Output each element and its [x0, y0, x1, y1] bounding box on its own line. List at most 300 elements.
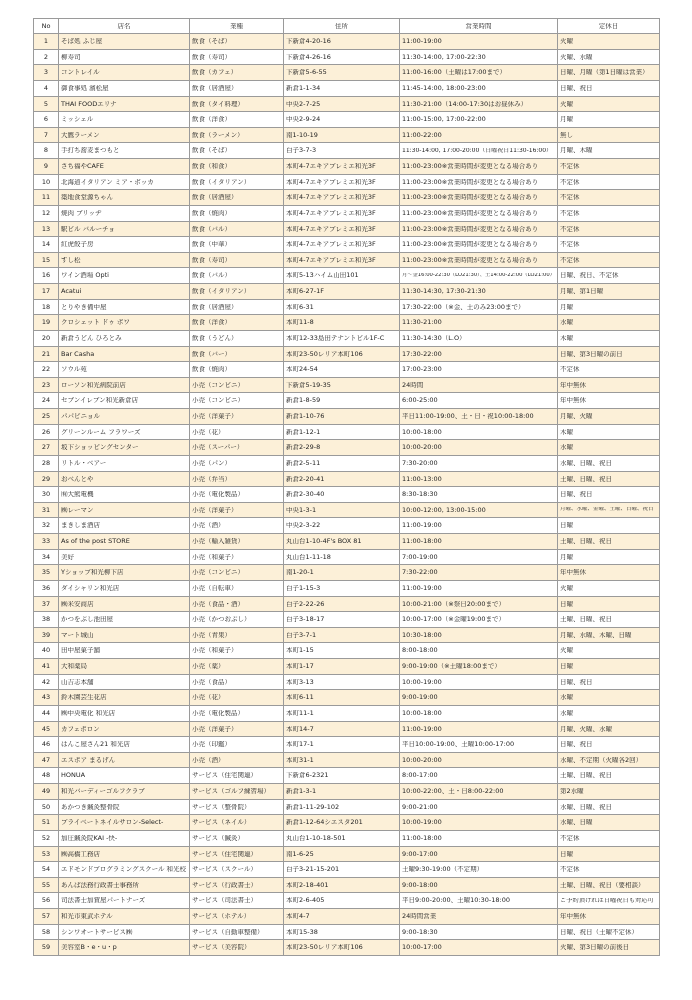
- cell-address-text: 白子3-18-17: [286, 616, 325, 623]
- cell-shop-name-text: 加圧鍼灸院KAI -快-: [61, 834, 118, 842]
- cell-hours: [400, 330, 558, 346]
- cell-shop-name: [59, 393, 190, 409]
- cell-shop-name-text: 北海道イタリアン ミア・ボッカ: [61, 178, 154, 186]
- cell-shop-name-text: リトル・ベアー: [61, 459, 107, 467]
- cell-hours-text: 平日11:00-19:00、土・日・祝10:00-18:00: [402, 413, 534, 420]
- cell-category-text: サービス（ゴルフ練習場）: [192, 788, 270, 795]
- cell-closed-days: [558, 580, 660, 596]
- cell-closed-days-text: 水曜、日曜、祝日: [560, 803, 612, 811]
- cell-closed-days: [558, 862, 660, 878]
- cell-hours-text: 9:00-17:00: [402, 850, 438, 858]
- table-row: [34, 159, 660, 175]
- cell-category-text: サービス（美容院）: [192, 944, 251, 951]
- cell-closed-days-text: 月曜: [560, 303, 573, 311]
- cell-category: [190, 580, 284, 596]
- cell-closed-days: [558, 49, 660, 65]
- cell-address: [284, 924, 400, 940]
- cell-hours-text: 9:00-19:00: [402, 694, 438, 701]
- cell-closed-days-text: 火曜: [560, 38, 573, 45]
- header-row: [34, 19, 660, 34]
- cell-category-text: 飲食（寿司）: [192, 53, 231, 61]
- cell-hours-text: 平日9:00-20:00、土曜10:30-18:00: [402, 897, 510, 904]
- table-row: [34, 784, 660, 800]
- cell-address: [284, 440, 400, 456]
- cell-hours-text: 10:00-20:00: [402, 444, 442, 451]
- cell-closed-days-text: 年中無休: [560, 913, 586, 920]
- cell-no-text: 7: [43, 131, 49, 139]
- table-row: [34, 190, 660, 206]
- cell-shop-name: [59, 377, 190, 393]
- cell-hours-text: 8:30-18:30: [402, 491, 438, 498]
- cell-closed-days-text: 月曜: [560, 553, 573, 561]
- cell-address-text: 本町12-33島田テナントビル1F-C: [286, 334, 385, 342]
- cell-no-text: 19: [41, 319, 51, 326]
- cell-no: [34, 80, 59, 96]
- cell-no: [34, 799, 59, 815]
- cell-address: [284, 284, 400, 300]
- header-category-label: 業種: [230, 22, 243, 30]
- cell-shop-name: [59, 96, 190, 112]
- cell-category: [190, 518, 284, 534]
- cell-category: [190, 612, 284, 628]
- cell-address-text: 下新倉5-6-55: [286, 69, 327, 76]
- table-row: [34, 96, 660, 112]
- cell-closed-days: [558, 346, 660, 362]
- cell-category-text: 飲食（居酒屋）: [192, 194, 238, 201]
- cell-closed-days: [558, 127, 660, 143]
- cell-hours: [400, 143, 558, 159]
- table-row: [34, 440, 660, 456]
- cell-hours-text: 17:30-22:00: [402, 350, 442, 358]
- cell-category: [190, 205, 284, 221]
- cell-hours: [400, 549, 558, 565]
- cell-closed-days: [558, 96, 660, 112]
- table-row: [34, 393, 660, 409]
- cell-category-text: 小売（コンビニ）: [192, 569, 244, 576]
- cell-hours-text: 7:30-20:00: [402, 459, 438, 467]
- cell-address-text: 本町4-7エキアプレミエ和光3F: [286, 194, 376, 201]
- cell-address-text: 白子2-22-26: [286, 600, 325, 608]
- cell-address-text: 本町3-13: [286, 678, 314, 686]
- cell-closed-days-text: 月曜、火曜、水曜: [560, 725, 612, 733]
- table-row: [34, 846, 660, 862]
- cell-address: [284, 893, 400, 909]
- cell-hours: [400, 534, 558, 550]
- table-row: [34, 143, 660, 159]
- cell-address: [284, 159, 400, 175]
- cell-closed-days: [558, 643, 660, 659]
- cell-no-text: 15: [41, 256, 51, 264]
- cell-category-text: サービス（整骨院）: [192, 803, 251, 811]
- cell-address-text: 本町4-7: [286, 913, 310, 920]
- cell-shop-name-text: ローソン和光病院前店: [61, 381, 126, 389]
- cell-shop-name-text: 駅ビル バルーチョ: [61, 225, 115, 233]
- cell-category: [190, 362, 284, 378]
- cell-closed-days: [558, 877, 660, 893]
- cell-shop-name: [59, 455, 190, 471]
- cell-address-text: 丸山台1-10-18-501: [286, 834, 346, 842]
- cell-category: [190, 440, 284, 456]
- cell-address: [284, 34, 400, 50]
- cell-category-text: 小売（酒）: [192, 522, 225, 529]
- cell-hours-text: 11:30-14:00, 17:00-20:00（日曜祝日11:30-16:00）: [402, 147, 553, 154]
- cell-no: [34, 909, 59, 925]
- cell-category: [190, 659, 284, 675]
- cell-category: [190, 143, 284, 159]
- cell-category-text: 飲食（バル）: [192, 225, 231, 233]
- cell-closed-days-text: 土曜、日曜、祝日: [560, 475, 612, 483]
- cell-closed-days: [558, 190, 660, 206]
- cell-hours: [400, 752, 558, 768]
- cell-address: [284, 65, 400, 81]
- cell-hours: [400, 705, 558, 721]
- cell-shop-name: [59, 877, 190, 893]
- cell-address: [284, 549, 400, 565]
- cell-no: [34, 674, 59, 690]
- cell-address-text: 新倉1-10-76: [286, 413, 325, 420]
- cell-address-text: 丸山台1-11-18: [286, 553, 331, 561]
- cell-no-text: 5: [43, 100, 49, 108]
- cell-no: [34, 455, 59, 471]
- cell-hours: [400, 362, 558, 378]
- cell-shop-name-text: カフェポロン: [61, 725, 100, 733]
- cell-category: [190, 940, 284, 956]
- cell-category-text: 小売（コンビニ）: [192, 397, 244, 404]
- cell-closed-days-text: 水曜、不定期（火曜各2回）: [560, 756, 643, 764]
- cell-shop-name-text: コントレイル: [61, 69, 100, 76]
- cell-no: [34, 315, 59, 331]
- cell-category-text: サービス（ネイル）: [192, 819, 251, 826]
- cell-category: [190, 330, 284, 346]
- cell-category-text: 飲食（タイ料理）: [192, 100, 244, 108]
- cell-closed-days-text: 月曜、水曜、木曜、日曜: [560, 631, 632, 639]
- cell-address: [284, 909, 400, 925]
- cell-address-text: 丸山台1-10-4F's BOX 81: [286, 538, 362, 545]
- cell-category: [190, 924, 284, 940]
- cell-no-text: 9: [43, 163, 49, 170]
- cell-shop-name-text: 手打ち蕎麦まつもと: [61, 147, 120, 154]
- cell-closed-days: [558, 799, 660, 815]
- cell-no: [34, 659, 59, 675]
- cell-category: [190, 127, 284, 143]
- cell-shop-name-text: まきしま酒店: [61, 522, 100, 529]
- cell-shop-name-text: あんぱ法務行政書士事務所: [61, 881, 139, 889]
- cell-closed-days-text: 日曜、祝日: [560, 741, 593, 748]
- cell-category: [190, 565, 284, 581]
- header-address-label: 住所: [335, 22, 348, 30]
- cell-shop-name-text: シンワオートサービス㈱: [61, 928, 133, 936]
- cell-no-text: 35: [41, 569, 51, 576]
- cell-no: [34, 159, 59, 175]
- cell-no-text: 10: [41, 178, 51, 186]
- cell-hours: [400, 518, 558, 534]
- cell-hours: [400, 221, 558, 237]
- cell-hours-text: 11:00-23:00※営業時間が変更となる場合あり: [402, 163, 539, 170]
- cell-category: [190, 252, 284, 268]
- table-row: [34, 174, 660, 190]
- cell-no: [34, 487, 59, 503]
- table-row: [34, 299, 660, 315]
- cell-closed-days: [558, 674, 660, 690]
- cell-address-text: 下新倉5-19-35: [286, 381, 331, 389]
- cell-category-text: 小売（花）: [192, 694, 225, 701]
- cell-closed-days-text: 火曜: [560, 647, 573, 654]
- cell-category-text: 小売（スーパー）: [192, 444, 244, 451]
- cell-shop-name: [59, 659, 190, 675]
- cell-closed-days: [558, 784, 660, 800]
- cell-hours: [400, 237, 558, 253]
- cell-address: [284, 612, 400, 628]
- cell-hours: [400, 721, 558, 737]
- cell-closed-days-text: 火曜、水曜: [560, 53, 593, 61]
- cell-no-text: 18: [41, 303, 51, 311]
- cell-address-text: 本町1-15: [286, 647, 314, 654]
- cell-hours-text: 10:00-19:00: [402, 819, 442, 826]
- cell-hours: [400, 127, 558, 143]
- cell-shop-name-text: 和光市東武ホテル: [61, 913, 113, 920]
- cell-hours: [400, 252, 558, 268]
- header-closed-label: 定休日: [598, 22, 619, 30]
- cell-address-text: 本町4-7エキアプレミエ和光3F: [286, 256, 376, 264]
- cell-closed-days: [558, 440, 660, 456]
- cell-no-text: 29: [41, 475, 51, 483]
- table-row: [34, 315, 660, 331]
- cell-closed-days-text: 不定休: [560, 256, 580, 264]
- cell-closed-days-text: 日曜: [560, 600, 573, 608]
- cell-shop-name: [59, 924, 190, 940]
- cell-shop-name-text: Bar Casha: [61, 350, 95, 358]
- cell-address-text: 本町1-17: [286, 663, 314, 670]
- cell-no-text: 16: [41, 272, 51, 279]
- cell-hours: [400, 799, 558, 815]
- cell-shop-name-text: クロシェット ドゥ ボワ: [61, 319, 130, 326]
- cell-hours: [400, 815, 558, 831]
- shop-list-table: [33, 18, 660, 956]
- cell-shop-name-text: おべんとや: [61, 475, 94, 483]
- cell-address: [284, 127, 400, 143]
- cell-hours: [400, 924, 558, 940]
- cell-category-text: 飲食（中華）: [192, 241, 231, 248]
- cell-hours-text: 7:00-19:00: [402, 553, 438, 561]
- cell-no-text: 34: [41, 553, 51, 561]
- cell-address-text: 新倉1-1-34: [286, 84, 321, 92]
- cell-hours: [400, 659, 558, 675]
- cell-no-text: 39: [41, 631, 51, 639]
- cell-category-text: 飲食（そば）: [192, 38, 231, 45]
- cell-shop-name: [59, 580, 190, 596]
- cell-no-text: 52: [41, 834, 51, 842]
- cell-category-text: 小売（弁当）: [192, 475, 231, 483]
- table-row: [34, 549, 660, 565]
- cell-category: [190, 815, 284, 831]
- cell-no: [34, 877, 59, 893]
- cell-no-text: 4: [43, 84, 49, 92]
- cell-no: [34, 190, 59, 206]
- cell-closed-days: [558, 143, 660, 159]
- cell-shop-name: [59, 346, 190, 362]
- cell-category-text: 小売（洋菓子）: [192, 725, 238, 733]
- cell-shop-name: [59, 565, 190, 581]
- cell-no: [34, 393, 59, 409]
- cell-hours-text: 11:00-19:00: [402, 38, 442, 45]
- cell-no: [34, 49, 59, 65]
- table-row: [34, 49, 660, 65]
- cell-closed-days: [558, 205, 660, 221]
- cell-closed-days-text: 土曜、日曜、祝日（要相談）: [560, 881, 645, 889]
- cell-hours: [400, 80, 558, 96]
- table-row: [34, 768, 660, 784]
- cell-no-text: 55: [41, 881, 51, 889]
- cell-shop-name-text: あかつき鍼灸整骨院: [61, 803, 120, 811]
- cell-hours-text: 6:00-25:00: [402, 397, 438, 404]
- cell-shop-name: [59, 752, 190, 768]
- cell-shop-name: [59, 815, 190, 831]
- table-row: [34, 127, 660, 143]
- cell-closed-days-text: 水曜: [560, 319, 573, 326]
- cell-no: [34, 768, 59, 784]
- cell-no-text: 40: [41, 647, 51, 654]
- cell-category: [190, 893, 284, 909]
- cell-closed-days: [558, 80, 660, 96]
- table-row: [34, 518, 660, 534]
- cell-closed-days: [558, 846, 660, 862]
- cell-closed-days-text: 日曜: [560, 522, 573, 529]
- cell-category: [190, 174, 284, 190]
- cell-no: [34, 440, 59, 456]
- cell-closed-days-text: 水曜: [560, 694, 573, 701]
- cell-closed-days-text: 第2水曜: [560, 788, 584, 795]
- cell-address: [284, 659, 400, 675]
- cell-category-text: 小売（電化製品）: [192, 491, 244, 498]
- cell-category: [190, 799, 284, 815]
- cell-shop-name-text: HONUA: [61, 772, 86, 779]
- cell-category-text: 飲食（イタリアン）: [192, 288, 251, 295]
- cell-shop-name-text: ㈱レーマン: [61, 506, 94, 514]
- cell-no-text: 2: [43, 53, 49, 61]
- cell-category: [190, 721, 284, 737]
- cell-shop-name-text: Acatui: [61, 288, 82, 295]
- cell-no: [34, 205, 59, 221]
- cell-address-text: 本町31-1: [286, 756, 314, 764]
- cell-closed-days-text: 木曜: [560, 334, 573, 342]
- cell-closed-days-text: 年中無休: [560, 381, 586, 389]
- cell-shop-name-text: エスポア まるげん: [61, 756, 116, 764]
- cell-closed-days: [558, 299, 660, 315]
- cell-category: [190, 284, 284, 300]
- table-row: [34, 377, 660, 393]
- cell-closed-days-text: 日曜、祝日、不定休: [560, 272, 619, 279]
- table-row: [34, 705, 660, 721]
- cell-address-text: 白子3-21-15-201: [286, 866, 340, 873]
- cell-category: [190, 34, 284, 50]
- cell-closed-days: [558, 268, 660, 284]
- table-row: [34, 112, 660, 128]
- cell-no-text: 21: [41, 350, 51, 358]
- cell-category: [190, 752, 284, 768]
- cell-closed-days: [558, 940, 660, 956]
- cell-address-text: 本町17-1: [286, 741, 314, 748]
- table-row: [34, 237, 660, 253]
- cell-category: [190, 549, 284, 565]
- cell-hours: [400, 596, 558, 612]
- cell-closed-days-text: 日曜、祝日: [560, 491, 593, 498]
- cell-no: [34, 690, 59, 706]
- cell-no-text: 33: [41, 538, 51, 545]
- cell-address-text: 新倉2-30-40: [286, 491, 325, 498]
- cell-shop-name: [59, 127, 190, 143]
- cell-closed-days: [558, 471, 660, 487]
- cell-no-text: 8: [43, 147, 49, 154]
- cell-closed-days-text: 不定休: [560, 225, 580, 233]
- cell-shop-name: [59, 627, 190, 643]
- cell-shop-name-text: 山吉志本舗: [61, 678, 94, 686]
- cell-address-text: 中央1-3-1: [286, 506, 317, 514]
- cell-hours-text: 8:00-17:00: [402, 772, 438, 779]
- cell-closed-days: [558, 596, 660, 612]
- cell-address-text: 本町4-7エキアプレミエ和光3F: [286, 163, 376, 170]
- cell-hours-text: 10:00-17:00（※金曜19:00まで）: [402, 616, 505, 623]
- cell-category: [190, 299, 284, 315]
- cell-no-text: 13: [41, 225, 51, 233]
- cell-hours-text: 11:00-19:00: [402, 725, 442, 733]
- cell-closed-days: [558, 612, 660, 628]
- cell-category-text: 飲食（うどん）: [192, 334, 238, 342]
- cell-address-text: 下新倉4-20-16: [286, 38, 331, 45]
- cell-closed-days-text: 不定休: [560, 209, 580, 217]
- cell-hours-text: 11:00-18:00: [402, 538, 442, 545]
- cell-shop-name: [59, 80, 190, 96]
- cell-hours: [400, 893, 558, 909]
- cell-address-text: 新倉1-12-64シエスタ201: [286, 819, 363, 826]
- cell-shop-name: [59, 862, 190, 878]
- cell-closed-days-text: 不定休: [560, 834, 580, 842]
- cell-hours: [400, 768, 558, 784]
- cell-address: [284, 705, 400, 721]
- table-row: [34, 330, 660, 346]
- cell-shop-name: [59, 690, 190, 706]
- cell-hours-text: 11:30-14:30（L.O）: [402, 334, 466, 342]
- cell-hours: [400, 737, 558, 753]
- cell-closed-days-text: 日曜、祝日: [560, 678, 593, 686]
- cell-no-text: 25: [41, 413, 51, 420]
- cell-shop-name-text: 田中屋菓子舗: [61, 647, 100, 654]
- cell-hours: [400, 565, 558, 581]
- cell-no: [34, 565, 59, 581]
- cell-no: [34, 862, 59, 878]
- cell-shop-name-text: ソウル苑: [61, 366, 87, 373]
- cell-category-text: 小売（コンビニ）: [192, 381, 244, 389]
- cell-address: [284, 268, 400, 284]
- cell-no: [34, 471, 59, 487]
- cell-category-text: サービス（行政書士）: [192, 881, 257, 889]
- cell-hours-text: 10:00-20:00: [402, 756, 442, 764]
- cell-closed-days: [558, 284, 660, 300]
- cell-category: [190, 674, 284, 690]
- cell-closed-days-text: 土曜、日曜、祝日: [560, 616, 612, 623]
- cell-shop-name: [59, 330, 190, 346]
- cell-address: [284, 690, 400, 706]
- cell-closed-days: [558, 909, 660, 925]
- cell-shop-name-text: ㈱中央電化 和光店: [61, 709, 116, 717]
- cell-closed-days-text: 月曜: [560, 116, 573, 123]
- cell-no: [34, 784, 59, 800]
- table-body: [34, 34, 660, 956]
- cell-category: [190, 65, 284, 81]
- cell-shop-name: [59, 284, 190, 300]
- cell-hours: [400, 862, 558, 878]
- cell-shop-name-text: 大鷹ラーメン: [61, 131, 100, 139]
- cell-shop-name-text: As of the post STORE: [61, 538, 130, 545]
